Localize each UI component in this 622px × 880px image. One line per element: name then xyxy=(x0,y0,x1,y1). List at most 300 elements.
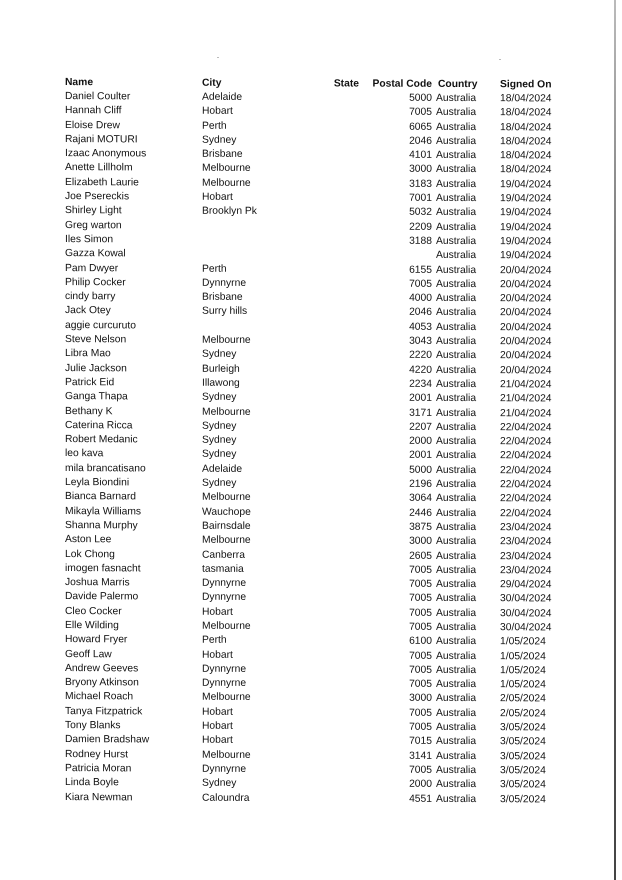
cell-country: Australia xyxy=(436,650,477,662)
table-row xyxy=(55,590,562,607)
cell-signed-on: 19/04/2024 xyxy=(500,250,552,262)
cell-postal-code: 7005 xyxy=(409,721,432,733)
cell-postal-code: 7005 xyxy=(409,278,432,290)
cell-state xyxy=(307,406,359,421)
cell-country: Australia xyxy=(436,693,477,705)
cell-city: Sydney xyxy=(202,477,237,489)
cell-signed-on: 18/04/2024 xyxy=(500,93,552,105)
cell-name: imogen fasnacht xyxy=(65,562,141,575)
cell-country: Australia xyxy=(436,550,477,562)
cell-city: Dynnyrne xyxy=(202,592,247,604)
cell-state xyxy=(307,592,359,607)
cell-state xyxy=(307,420,359,435)
cell-postal-code: 2209 xyxy=(409,221,432,233)
table-row xyxy=(55,319,562,336)
cell-country: Australia xyxy=(436,450,477,462)
cell-city xyxy=(202,219,307,234)
cell-state xyxy=(307,677,359,692)
cell-country: Australia xyxy=(436,121,477,133)
cell-name: Eloise Drew xyxy=(65,119,120,131)
cell-city: Melbourne xyxy=(202,749,251,761)
cell-country: Australia xyxy=(436,750,477,762)
cell-postal-code: 4000 xyxy=(409,292,432,304)
cell-state xyxy=(307,277,359,292)
cell-signed-on: 18/04/2024 xyxy=(500,150,552,162)
cell-postal-code: 5000 xyxy=(409,464,432,476)
cell-postal-code: 7005 xyxy=(409,650,432,662)
cell-city: Adelaide xyxy=(202,91,243,103)
signups-table xyxy=(55,75,562,807)
cell-state xyxy=(307,620,359,635)
cell-country: Australia xyxy=(436,264,477,276)
cell-signed-on: 20/04/2024 xyxy=(500,279,552,291)
table-row xyxy=(55,462,562,479)
cell-signed-on: 19/04/2024 xyxy=(500,207,552,219)
cell-name: Izaac Anonymous xyxy=(65,148,147,160)
cell-city: Brooklyn Pk xyxy=(202,206,257,218)
header-signed-on: Signed On xyxy=(500,78,552,91)
cell-country: Australia xyxy=(436,621,477,634)
cell-state xyxy=(307,163,359,178)
cell-city: Caloundra xyxy=(202,792,250,804)
cell-state xyxy=(307,363,359,378)
cell-postal-code: 7005 xyxy=(409,678,432,691)
cell-state xyxy=(307,549,359,564)
header-city: City xyxy=(202,77,222,89)
cell-state xyxy=(307,506,359,521)
table-row xyxy=(55,562,562,579)
cell-postal-code: 7015 xyxy=(409,736,432,748)
cell-signed-on: 21/04/2024 xyxy=(500,379,552,391)
cell-name: Tony Blanks xyxy=(65,720,121,732)
cell-city: Sydney xyxy=(202,777,237,790)
cell-country: Australia xyxy=(436,793,477,805)
cell-name: mila brancatisano xyxy=(65,462,146,475)
cell-state xyxy=(307,334,359,349)
cell-city: Sydney xyxy=(202,134,237,146)
cell-signed-on: 3/05/2024 xyxy=(500,736,546,748)
cell-state xyxy=(307,635,359,650)
cell-country: Australia xyxy=(436,364,477,376)
cell-name: Kiara Newman xyxy=(65,791,133,803)
cell-state xyxy=(307,434,359,449)
cell-state xyxy=(307,735,359,750)
cell-name: Robert Medanic xyxy=(65,434,138,446)
cell-signed-on: 1/05/2024 xyxy=(500,650,546,662)
table-body xyxy=(55,90,562,807)
cell-city: Bairnsdale xyxy=(202,520,251,532)
cell-country: Australia xyxy=(436,164,477,176)
cell-city: Burleigh xyxy=(202,363,240,375)
cell-postal-code: 3875 xyxy=(409,521,432,533)
header-state: State xyxy=(333,78,359,90)
cell-state xyxy=(307,234,359,249)
cell-signed-on: 30/04/2024 xyxy=(500,622,552,634)
table-row xyxy=(55,176,562,193)
cell-name: Joshua Marris xyxy=(65,577,130,589)
cell-postal-code: 7005 xyxy=(409,578,432,590)
cell-name: Pam Dwyer xyxy=(65,262,119,274)
cell-city: Sydney xyxy=(202,391,237,404)
cell-state xyxy=(307,463,359,478)
cell-name: Philip Cocker xyxy=(65,276,126,289)
cell-country: Australia xyxy=(436,150,477,162)
cell-name: Lok Chong xyxy=(65,548,115,560)
cell-city: Surry hills xyxy=(202,306,248,318)
cell-state xyxy=(307,563,359,578)
cell-postal-code: 3043 xyxy=(409,335,432,347)
cell-state xyxy=(307,534,359,549)
cell-state xyxy=(307,377,359,392)
cell-signed-on: 19/04/2024 xyxy=(500,221,552,234)
cell-name: Patricia Moran xyxy=(65,763,132,775)
cell-state xyxy=(307,320,359,335)
cell-state xyxy=(307,720,359,735)
cell-signed-on: 22/04/2024 xyxy=(500,493,552,505)
cell-postal-code: 4053 xyxy=(409,321,432,333)
cell-country: Australia xyxy=(436,293,477,305)
cell-signed-on: 23/04/2024 xyxy=(500,522,552,534)
cell-name: Caterina Ricca xyxy=(65,419,133,432)
cell-country: Australia xyxy=(436,536,477,548)
cell-signed-on: 18/04/2024 xyxy=(500,107,552,119)
cell-postal-code: 2605 xyxy=(409,550,432,562)
cell-name: leo kava xyxy=(65,448,104,460)
cell-city: Melbourne xyxy=(202,534,251,547)
cell-postal-code: 4101 xyxy=(409,149,432,162)
cell-state xyxy=(307,349,359,364)
cell-signed-on: 20/04/2024 xyxy=(500,264,552,276)
cell-city: Hobart xyxy=(202,649,233,661)
cell-state xyxy=(307,706,359,721)
cell-city: Canberra xyxy=(202,549,245,561)
cell-state xyxy=(307,520,359,535)
cell-country: Australia xyxy=(436,192,477,205)
cell-city: tasmania xyxy=(202,563,244,575)
cell-signed-on: 21/04/2024 xyxy=(500,393,552,405)
cell-postal-code: 3183 xyxy=(409,178,432,190)
cell-state xyxy=(307,577,359,592)
cell-country: Australia xyxy=(436,664,477,676)
cell-state xyxy=(307,206,359,221)
cell-city: Perth xyxy=(202,263,227,275)
cell-signed-on: 22/04/2024 xyxy=(500,479,552,491)
cell-name: Hannah Cliff xyxy=(65,105,122,117)
cell-city: Perth xyxy=(202,634,227,647)
cell-city: Sydney xyxy=(202,449,237,461)
cell-city: Sydney xyxy=(202,434,237,447)
cell-city: Melbourne xyxy=(202,620,251,632)
cell-signed-on: 18/04/2024 xyxy=(500,121,552,134)
cell-state xyxy=(307,220,359,235)
table-row xyxy=(55,791,562,808)
cell-country: Australia xyxy=(436,135,477,147)
cell-city: Hobart xyxy=(202,191,233,203)
table-row xyxy=(55,762,562,779)
cell-state xyxy=(307,649,359,664)
cell-state xyxy=(307,291,359,306)
cell-country: Australia xyxy=(436,478,477,491)
cell-city: Melbourne xyxy=(202,406,251,418)
cell-name: Leyla Biondini xyxy=(65,477,130,489)
cell-state xyxy=(307,177,359,192)
cell-country: Australia xyxy=(436,278,477,290)
cell-city xyxy=(202,234,307,249)
cell-name: Davide Palermo xyxy=(65,591,139,603)
scan-speck xyxy=(217,57,219,58)
cell-name: Aston Lee xyxy=(65,534,112,546)
cell-name: Damien Bradshaw xyxy=(65,734,150,746)
cell-postal-code: 4551 xyxy=(409,793,432,805)
scan-edge-line xyxy=(614,0,616,880)
cell-signed-on: 23/04/2024 xyxy=(500,550,552,562)
cell-name: Howard Fryer xyxy=(65,634,128,646)
cell-signed-on: 19/04/2024 xyxy=(500,178,552,191)
cell-signed-on: 20/04/2024 xyxy=(500,364,552,377)
cell-city: Melbourne xyxy=(202,177,251,189)
cell-city: Hobart xyxy=(202,606,233,618)
cell-state xyxy=(307,663,359,678)
cell-postal-code: 2234 xyxy=(409,378,432,390)
cell-country: Australia xyxy=(436,378,477,390)
cell-name: Joe Psereckis xyxy=(65,191,130,203)
cell-postal-code: 6065 xyxy=(409,121,432,133)
scan-speck xyxy=(499,59,501,60)
cell-country: Australia xyxy=(436,578,477,591)
cell-country: Australia xyxy=(436,636,477,648)
cell-postal-code: 7001 xyxy=(409,192,432,204)
cell-state xyxy=(307,391,359,406)
cell-postal-code: 2000 xyxy=(409,778,432,791)
cell-city: Dynnyrne xyxy=(202,663,247,675)
cell-postal-code: 2001 xyxy=(409,450,432,462)
cell-country: Australia xyxy=(436,393,477,405)
cell-postal-code: 6100 xyxy=(409,636,432,648)
cell-postal-code: 6155 xyxy=(409,264,432,276)
cell-country: Australia xyxy=(436,307,477,319)
cell-country: Australia xyxy=(436,464,477,476)
cell-name: Julie Jackson xyxy=(65,362,127,374)
cell-postal-code: 2220 xyxy=(409,350,432,362)
cell-state xyxy=(307,492,359,507)
cell-name: Greg warton xyxy=(65,219,122,231)
cell-city: Hobart xyxy=(202,706,233,718)
cell-city: Illawong xyxy=(202,377,240,389)
cell-name: aggie curcuruto xyxy=(65,319,136,332)
cell-name: Libra Mao xyxy=(65,348,111,360)
cell-signed-on: 20/04/2024 xyxy=(500,336,552,348)
cell-postal-code: 5032 xyxy=(409,207,432,219)
cell-country: Australia xyxy=(436,721,477,734)
cell-postal-code: 7005 xyxy=(409,764,432,776)
cell-country: Australia xyxy=(436,335,477,348)
cell-name: Anette Lillholm xyxy=(65,162,133,174)
cell-country: Australia xyxy=(436,679,477,691)
cell-signed-on: 22/04/2024 xyxy=(500,436,552,448)
cell-city: Dynnyrne xyxy=(202,677,247,690)
cell-signed-on: 19/04/2024 xyxy=(500,236,552,248)
cell-name: Bryony Atkinson xyxy=(65,677,139,689)
cell-name: Andrew Geeves xyxy=(65,662,139,675)
cell-signed-on: 18/04/2024 xyxy=(500,164,552,176)
cell-signed-on: 20/04/2024 xyxy=(500,293,552,305)
cell-name: Shirley Light xyxy=(65,205,122,217)
cell-country: Australia xyxy=(436,221,477,233)
cell-city: Hobart xyxy=(202,735,233,747)
cell-city: Hobart xyxy=(202,720,233,732)
cell-state xyxy=(307,792,359,807)
cell-postal-code: 7005 xyxy=(409,664,432,676)
cell-postal-code: 3188 xyxy=(409,235,432,247)
cell-city xyxy=(202,248,307,263)
cell-signed-on: 3/05/2024 xyxy=(500,793,546,805)
cell-city: Dynnyrne xyxy=(202,277,247,289)
cell-state xyxy=(307,606,359,621)
cell-city: Melbourne xyxy=(202,334,251,347)
cell-signed-on: 3/05/2024 xyxy=(500,779,546,791)
cell-country: Australia xyxy=(436,321,477,333)
cell-signed-on: 22/04/2024 xyxy=(500,464,552,477)
cell-country: Australia xyxy=(436,507,477,519)
cell-city: Wauchope xyxy=(202,506,251,518)
cell-signed-on: 30/04/2024 xyxy=(500,593,552,605)
cell-name: Iles Simon xyxy=(65,234,114,246)
cell-name: Geoff Law xyxy=(65,648,112,660)
cell-postal-code: 4220 xyxy=(409,364,432,376)
cell-postal-code: 7005 xyxy=(409,621,432,633)
cell-postal-code: 7005 xyxy=(409,607,432,619)
table-row xyxy=(55,705,562,722)
cell-country: Australia xyxy=(436,207,477,219)
cell-postal-code xyxy=(359,249,432,264)
cell-country: Australia xyxy=(436,250,477,262)
table-row xyxy=(55,733,562,750)
cell-postal-code: 2207 xyxy=(409,421,432,433)
cell-city: Sydney xyxy=(202,349,237,361)
cell-name: Rodney Hurst xyxy=(65,748,128,761)
cell-state xyxy=(307,692,359,707)
cell-city: Dynnyrne xyxy=(202,763,247,775)
cell-signed-on: 20/04/2024 xyxy=(500,350,552,362)
cell-country: Australia xyxy=(436,707,477,719)
cell-signed-on: 21/04/2024 xyxy=(500,407,552,419)
cell-postal-code: 2046 xyxy=(409,135,432,147)
cell-city: Melbourne xyxy=(202,163,251,175)
table-row xyxy=(55,519,562,536)
cell-name: Daniel Coulter xyxy=(65,91,131,103)
cell-postal-code: 3000 xyxy=(409,164,432,176)
cell-signed-on: 1/05/2024 xyxy=(500,679,546,691)
cell-country: Australia xyxy=(436,564,477,576)
cell-state xyxy=(307,120,359,135)
cell-country: Australia xyxy=(436,350,477,362)
cell-name: Rajani MOTURI xyxy=(65,133,138,146)
cell-name: Steve Nelson xyxy=(65,334,127,346)
cell-signed-on: 29/04/2024 xyxy=(500,579,552,591)
cell-city: Hobart xyxy=(202,106,233,118)
cell-name: Gazza Kowal xyxy=(65,248,126,260)
cell-name: Mikayla Williams xyxy=(65,505,142,518)
cell-postal-code: 5000 xyxy=(409,92,432,104)
cell-name: Ganga Thapa xyxy=(65,391,128,403)
table-row xyxy=(55,433,562,450)
cell-state xyxy=(307,763,359,778)
cell-name: Jack Otey xyxy=(65,305,111,317)
cell-signed-on: 22/04/2024 xyxy=(500,422,552,434)
cell-postal-code: 7005 xyxy=(409,564,432,576)
cell-signed-on: 22/04/2024 xyxy=(500,507,552,520)
cell-postal-code: 3000 xyxy=(409,535,432,548)
cell-name: Linda Boyle xyxy=(65,777,119,789)
cell-country: Australia xyxy=(436,435,477,448)
cell-signed-on: 19/04/2024 xyxy=(500,193,552,205)
cell-country: Australia xyxy=(436,779,477,791)
cell-postal-code: 2001 xyxy=(409,392,432,405)
cell-state xyxy=(307,134,359,149)
cell-postal-code: 2046 xyxy=(409,307,432,319)
cell-country: Australia xyxy=(436,493,477,505)
cell-country: Australia xyxy=(436,92,477,105)
cell-name: Bianca Barnard xyxy=(65,491,136,503)
cell-signed-on: 2/05/2024 xyxy=(500,693,546,705)
cell-state xyxy=(307,191,359,206)
cell-postal-code: 3064 xyxy=(409,493,432,505)
cell-country: Australia xyxy=(436,107,477,119)
cell-name: Elizabeth Laurie xyxy=(65,176,139,189)
cell-signed-on: 1/05/2024 xyxy=(500,665,546,677)
cell-signed-on: 22/04/2024 xyxy=(500,450,552,462)
cell-signed-on: 3/05/2024 xyxy=(500,722,546,734)
cell-name: Bethany K xyxy=(65,405,113,417)
cell-city: Adelaide xyxy=(202,463,243,475)
cell-name: Michael Roach xyxy=(65,691,134,703)
cell-postal-code: 3171 xyxy=(409,407,432,419)
cell-city: Perth xyxy=(202,120,227,132)
cell-state xyxy=(307,263,359,278)
cell-signed-on: 23/04/2024 xyxy=(500,536,552,548)
cell-name: cindy barry xyxy=(65,291,116,303)
cell-city xyxy=(202,319,307,334)
cell-name: Cleo Cocker xyxy=(65,605,122,618)
cell-country: Australia xyxy=(436,736,477,748)
cell-postal-code: 3000 xyxy=(409,693,432,705)
cell-state xyxy=(307,477,359,492)
cell-signed-on: 3/05/2024 xyxy=(500,765,546,777)
cell-country: Australia xyxy=(436,764,477,777)
cell-state xyxy=(307,449,359,464)
cell-country: Australia xyxy=(436,607,477,619)
cell-country: Australia xyxy=(436,178,477,190)
cell-city: Sydney xyxy=(202,420,237,432)
cell-city: Brisbane xyxy=(202,291,243,304)
cell-country: Australia xyxy=(436,593,477,605)
cell-city: Dynnyrne xyxy=(202,577,247,590)
cell-state xyxy=(307,248,359,263)
cell-postal-code: 7005 xyxy=(409,107,432,119)
cell-country: Australia xyxy=(436,421,477,433)
cell-city: Brisbane xyxy=(202,148,243,161)
cell-signed-on: 3/05/2024 xyxy=(500,750,546,763)
cell-signed-on: 1/05/2024 xyxy=(500,636,546,648)
cell-postal-code: 7005 xyxy=(409,707,432,719)
cell-state xyxy=(307,749,359,764)
header-postal-code: Postal Code xyxy=(372,78,432,90)
cell-name: Patrick Eid xyxy=(65,376,115,389)
cell-country: Australia xyxy=(436,521,477,533)
cell-country: Australia xyxy=(436,407,477,419)
cell-postal-code: 3141 xyxy=(409,750,432,762)
cell-signed-on: 23/04/2024 xyxy=(500,564,552,577)
